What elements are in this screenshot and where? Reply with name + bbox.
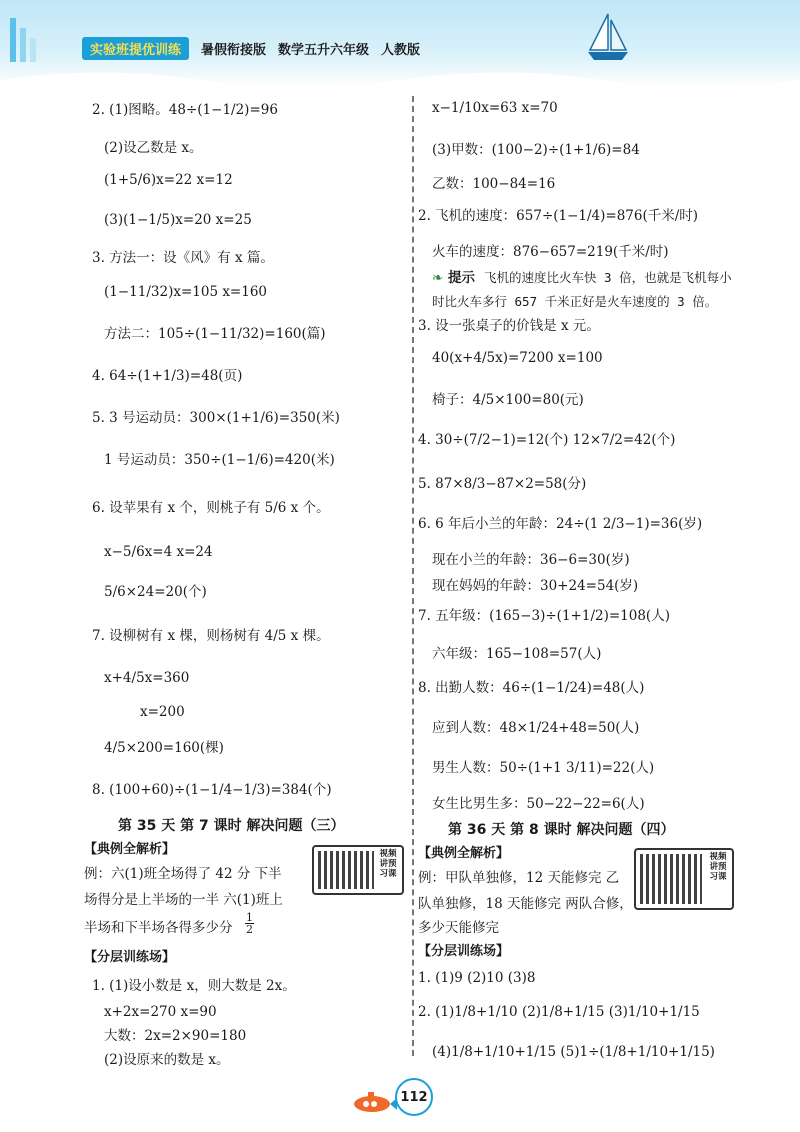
qr-pattern xyxy=(640,854,702,904)
answer-line: (2)设乙数是 x。 xyxy=(104,140,203,156)
answer-line: 6. 设苹果有 x 个，则桃子有 5/6 x 个。 xyxy=(92,500,330,516)
answer-line: 2. (1)图略。48÷(1−1/2)=96 xyxy=(92,102,278,118)
day35-title: 第 35 天 第 7 课时 解决问题（三） xyxy=(118,818,345,834)
answer-line: 椅子：4/5×100=80(元) xyxy=(432,392,584,408)
day35-practice-line: 大数：2x=2×90=180 xyxy=(104,1028,247,1044)
hint-title: 提示 xyxy=(448,270,476,286)
submarine-decoration xyxy=(350,1090,398,1114)
day35-practice-line: 1. (1)设小数是 x，则大数是 2x。 xyxy=(92,978,296,994)
day36-practice-line: (4)1/8+1/10+1/15 (5)1÷(1/8+1/10+1/15) xyxy=(432,1044,715,1060)
answer-line: 8. (100+60)÷(1−1/4−1/3)=384(个) xyxy=(92,782,332,798)
answer-line: 3. 设一张桌子的价钱是 x 元。 xyxy=(418,318,600,334)
answer-line: 火车的速度：876−657=219(千米/时) xyxy=(432,244,669,260)
answer-line: (1−11/32)x=105 x=160 xyxy=(104,284,268,300)
day36-practice-line: 2. (1)1/8+1/10 (2)1/8+1/15 (3)1/10+1/15 xyxy=(418,1004,700,1020)
day35-example-tag: 【典例全解析】 xyxy=(84,842,176,857)
answer-line: 5/6×24=20(个) xyxy=(104,584,207,600)
answer-line: 六年级：165−108=57(人) xyxy=(432,646,602,662)
day36-example-tag: 【典例全解析】 xyxy=(418,846,510,861)
day36-example-line: 多少天能修完 xyxy=(418,920,499,936)
answer-line: 4. 30÷(7/2−1)=12(个) 12×7/2=42(个) xyxy=(418,432,676,448)
answer-line: 3. 方法一：设《风》有 x 篇。 xyxy=(92,250,274,266)
answer-line: (1+5/6)x=22 x=12 xyxy=(104,172,233,188)
answer-line: 7. 五年级：(165−3)÷(1+1/2)=108(人) xyxy=(418,608,670,624)
answer-line: 方法二：105÷(1−11/32)=160(篇) xyxy=(104,326,326,342)
answer-line: 4/5×200=160(棵) xyxy=(104,740,224,756)
answer-line: 应到人数：48×1/24+48=50(人) xyxy=(432,720,640,736)
day35-example-line: 半场和下半场各得多少分 xyxy=(84,920,233,936)
answer-line: x=200 xyxy=(140,704,185,720)
wave-decoration xyxy=(0,60,800,100)
answer-line: (3)(1−1/5)x=20 x=25 xyxy=(104,212,252,228)
fraction-denominator: 2 xyxy=(246,923,253,936)
answer-line: 2. 飞机的速度：657÷(1−1/4)=876(千米/时) xyxy=(418,208,699,224)
qr-caption: 视频讲预习课 xyxy=(379,849,397,879)
header-band xyxy=(82,36,420,60)
answer-line: 8. 出勤人数：46÷(1−1/24)=48(人) xyxy=(418,680,645,696)
day35-practice-line: (2)设原来的数是 x。 xyxy=(104,1052,230,1068)
publisher-label: 人教版 xyxy=(381,42,421,58)
day36-example-line: 队单独修，18 天能修完 两队合修， xyxy=(418,896,633,912)
answer-line: 5. 3 号运动员：300×(1+1/6)=350(米) xyxy=(92,410,340,426)
hint-label xyxy=(432,270,475,286)
answer-line: 40(x+4/5x)=7200 x=100 xyxy=(432,350,603,366)
day35-example-fraction xyxy=(244,912,255,935)
subject-label: 数学五升六年级 xyxy=(278,42,370,58)
answer-line: 7. 设柳树有 x 棵，则杨树有 4/5 x 棵。 xyxy=(92,628,330,644)
day35-practice-tag: 【分层训练场】 xyxy=(84,950,176,965)
day35-example-line: 场得分是上半场的一半 六(1)班上 xyxy=(84,892,283,908)
page-number: 112 xyxy=(395,1078,433,1116)
qr-pattern xyxy=(318,851,374,889)
hint-leaf-icon: ❧ xyxy=(432,270,444,286)
fraction-numerator: 1 xyxy=(246,911,253,924)
sailboat-icon xyxy=(580,10,636,66)
answer-line: 4. 64÷(1+1/3)=48(页) xyxy=(92,368,243,384)
hint-text: 时比火车多行 657 千米正好是火车速度的 3 倍。 xyxy=(432,294,718,309)
answer-line: x−1/10x=63 x=70 xyxy=(432,100,558,116)
answer-line: 5. 87×8/3−87×2=58(分) xyxy=(418,476,587,492)
day35-qr-code[interactable] xyxy=(312,845,404,895)
column-divider xyxy=(412,96,414,1056)
edition-label: 暑假衔接版 xyxy=(201,42,267,58)
day36-example-line: 例：甲队单独修，12 天能修完 乙 xyxy=(418,870,620,886)
brand-title: 实验班提优训练 xyxy=(82,37,189,60)
answer-line: 乙数：100−84=16 xyxy=(432,176,556,192)
day36-practice-tag: 【分层训练场】 xyxy=(418,944,510,959)
answer-line: (3)甲数：(100−2)÷(1+1/6)=84 xyxy=(432,142,640,158)
answer-line: 现在妈妈的年龄：30+24=54(岁) xyxy=(432,578,639,594)
answer-line: 6. 6 年后小兰的年龄：24÷(1 2/3−1)=36(岁) xyxy=(418,516,703,532)
qr-caption: 视频讲预习课 xyxy=(709,852,727,882)
day35-example-line: 例：六(1)班全场得了 42 分 下半 xyxy=(84,866,282,882)
page-header xyxy=(0,0,800,88)
hint-text: 飞机的速度比火车快 3 倍，也就是飞机每小 xyxy=(484,270,732,285)
day36-qr-code[interactable] xyxy=(634,848,734,910)
day36-practice-line: 1. (1)9 (2)10 (3)8 xyxy=(418,970,536,986)
answer-line: x+4/5x=360 xyxy=(104,670,190,686)
day36-title: 第 36 天 第 8 课时 解决问题（四） xyxy=(448,822,675,838)
answer-line: 男生人数：50÷(1+1 3/11)=22(人) xyxy=(432,760,655,776)
answer-line: 现在小兰的年龄：36−6=30(岁) xyxy=(432,552,630,568)
answer-line: 女生比男生多：50−22−22=6(人) xyxy=(432,796,645,812)
day35-practice-line: x+2x=270 x=90 xyxy=(104,1004,217,1020)
header-bars-decoration xyxy=(8,14,38,66)
answer-line: 1 号运动员：350÷(1−1/6)=420(米) xyxy=(104,452,335,468)
answer-line: x−5/6x=4 x=24 xyxy=(104,544,213,560)
